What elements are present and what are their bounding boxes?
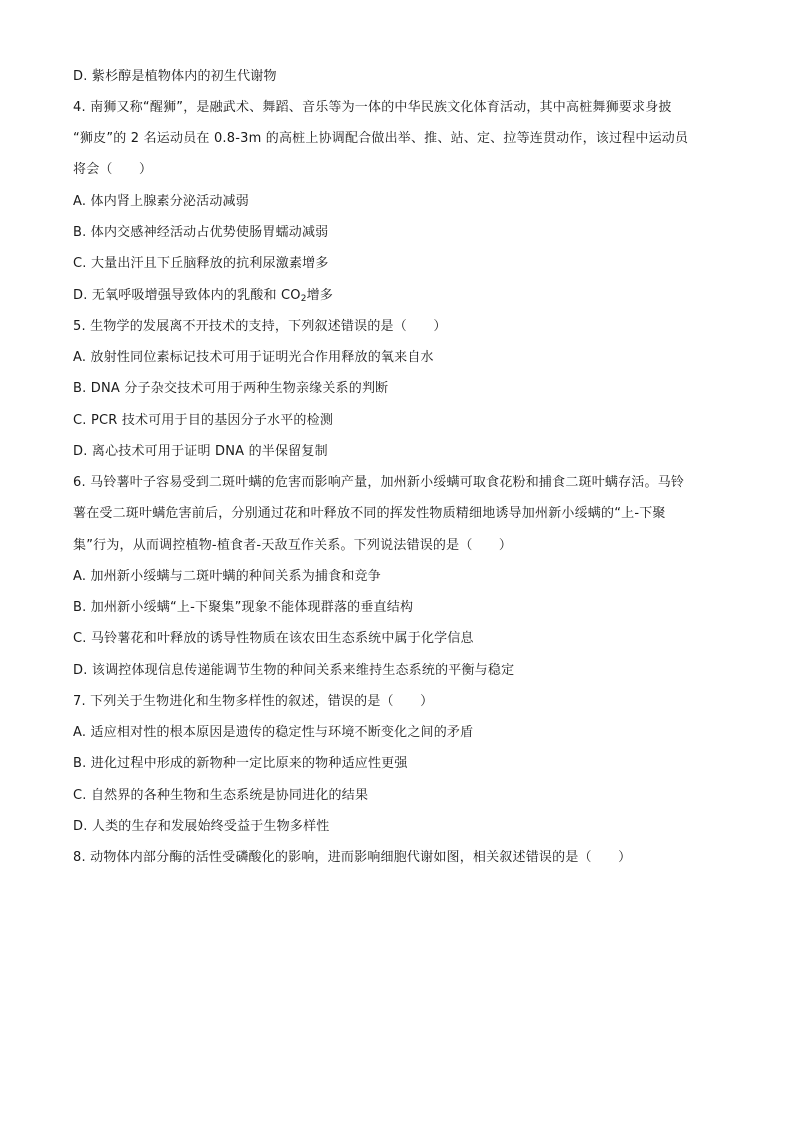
q6-option-d: D. 该调控体现信息传递能调节生物的种间关系来维持生态系统的平衡与稳定 (73, 663, 515, 678)
q4-option-d-subscript: 2 (300, 294, 307, 304)
q5-option-b: B. DNA 分子杂交技术可用于两种生物亲缘关系的判断 (73, 381, 389, 396)
q3-option-d: D. 紫杉醇是植物体内的初生代谢物 (73, 69, 277, 84)
q7-option-d: D. 人类的生存和发展始终受益于生物多样性 (73, 819, 330, 834)
q8-stem: 8. 动物体内部分酶的活性受磷酸化的影响，进而影响细胞代谢如图，相关叙述错误的是（ ） (73, 850, 632, 865)
q5-option-c: C. PCR 技术可用于目的基因分子水平的检测 (73, 413, 334, 428)
q6-stem-line-3: 集”行为，从而调控植物-植食者-天敌互作关系。下列说法错误的是（ ） (73, 538, 513, 553)
q4-option-d (73, 286, 733, 309)
q4-stem-line-1: 4. 南狮又称“醒狮”，是融武术、舞蹈、音乐等为一体的中华民族文化体育活动，其中高桩舞狮要求身披 (73, 100, 672, 115)
q4-option-c: C. 大量出汗且下丘脑释放的抗利尿激素增多 (73, 256, 329, 271)
q4-stem-line-2: “狮皮”的 2 名运动员在 0.8-3m 的高桩上协调配合做出举、推、站、定、拉等连贯动作，该过程中运动员 (73, 131, 689, 146)
q4-option-d-suffix: 增多 (306, 288, 334, 303)
q6-option-b: B. 加州新小绥螨“上-下聚集”现象不能体现群落的垂直结构 (73, 600, 414, 615)
q7-stem: 7. 下列关于生物进化和生物多样性的叙述，错误的是（ ） (73, 694, 434, 709)
q5-option-a: A. 放射性同位素标记技术可用于证明光合作用释放的氧来自水 (73, 350, 434, 365)
q5-option-d: D. 离心技术可用于证明 DNA 的半保留复制 (73, 444, 328, 459)
q6-stem-line-1: 6. 马铃薯叶子容易受到二斑叶螨的危害而影响产量，加州新小绥螨可取食花粉和捕食二斑叶螨存活。马铃 (73, 475, 685, 490)
q4-stem-line-3: 将会（ ） (73, 162, 153, 177)
q6-stem-line-2: 薯在受二斑叶螨危害前后，分别通过花和叶释放不同的挥发性物质精细地诱导加州新小绥螨的“上-下聚 (73, 506, 666, 521)
q6-option-a: A. 加州新小绥螨与二斑叶螨的种间关系为捕食和竞争 (73, 569, 381, 584)
q4-option-a: A. 体内肾上腺素分泌活动减弱 (73, 194, 249, 209)
q4-option-b: B. 体内交感神经活动占优势使肠胃蠕动减弱 (73, 225, 329, 240)
q4-option-d-text: D. 无氧呼吸增强导致体内的乳酸和 CO (73, 288, 301, 303)
q6-option-c: C. 马铃薯花和叶释放的诱导性物质在该农田生态系统中属于化学信息 (73, 631, 474, 646)
q5-stem: 5. 生物学的发展离不开技术的支持，下列叙述错误的是（ ） (73, 319, 447, 334)
q7-option-c: C. 自然界的各种生物和生态系统是协同进化的结果 (73, 788, 369, 803)
q7-option-b: B. 进化过程中形成的新物种一定比原来的物种适应性更强 (73, 756, 408, 771)
q7-option-a: A. 适应相对性的根本原因是遗传的稳定性与环境不断变化之间的矛盾 (73, 725, 474, 740)
